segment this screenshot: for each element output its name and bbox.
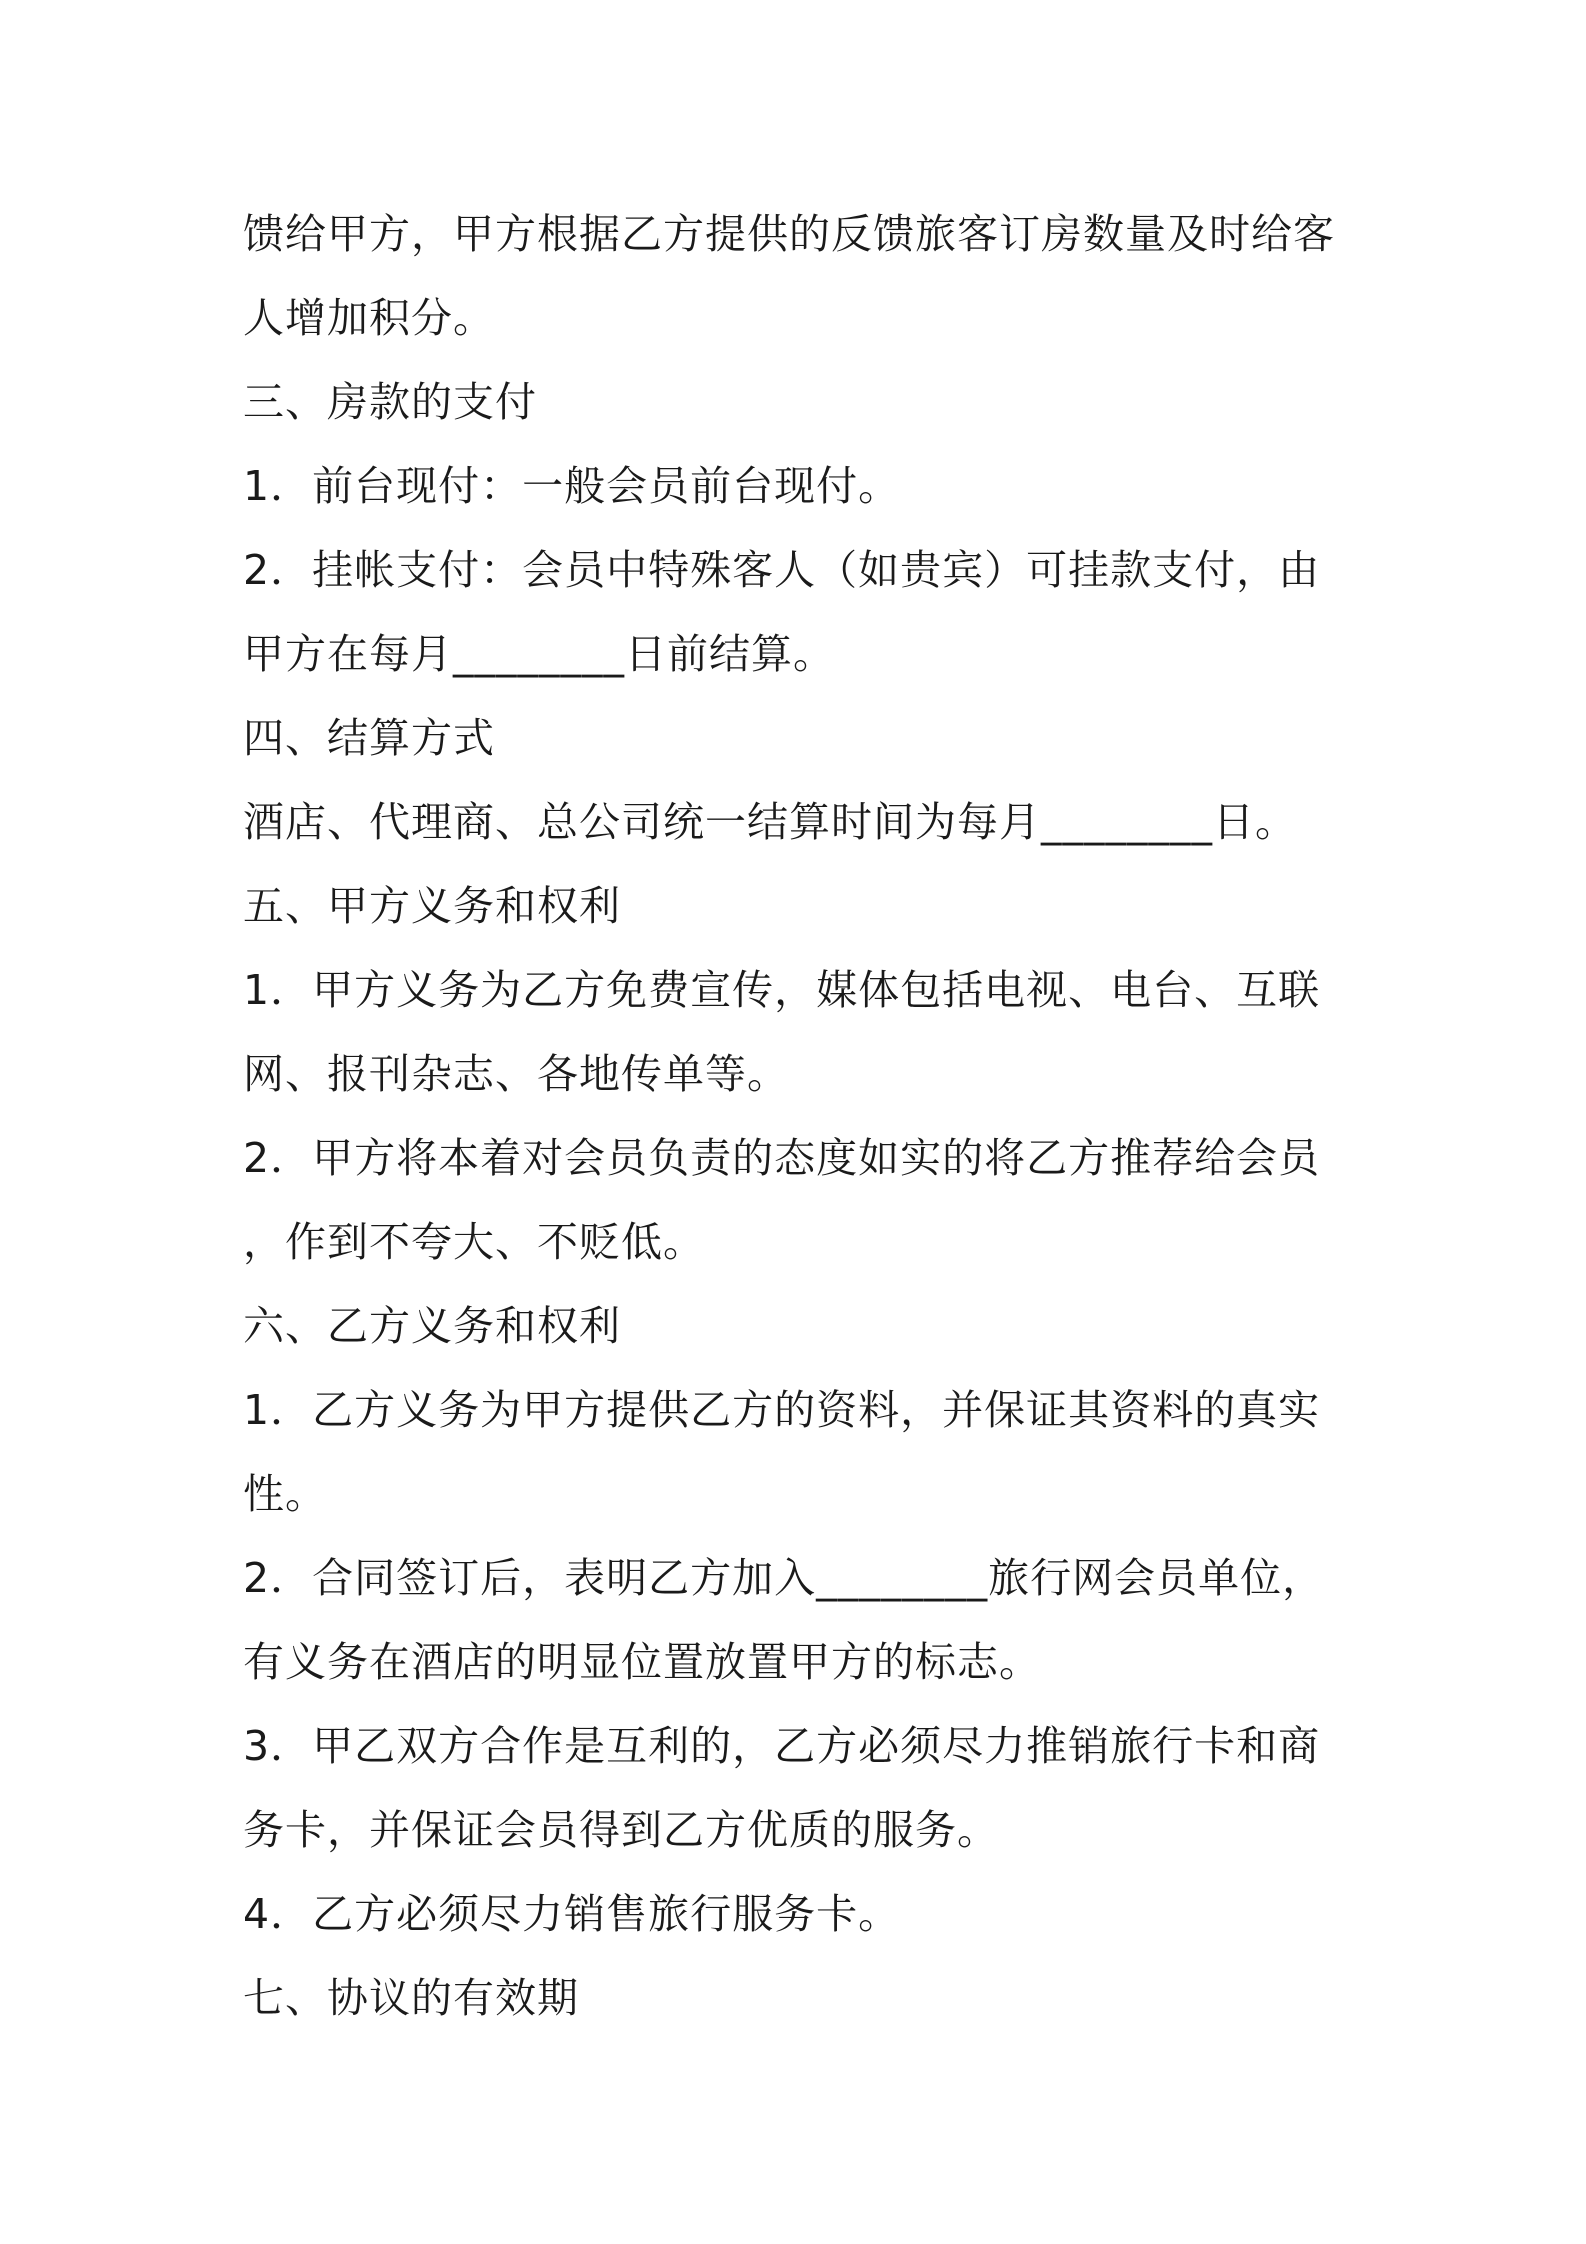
paragraph-line: ，作到不夸大、不贬低。 [243,1218,705,1266]
paragraph-line: 3．甲乙双方合作是互利的，乙方必须尽力推销旅行卡和商 [243,1722,1321,1770]
paragraph-line: 性。 [243,1470,327,1518]
document-body [243,192,1363,2040]
paragraph-line: 2．合同签订后，表明乙方加入________旅行网会员单位， [243,1554,1325,1602]
paragraph-line: 馈给甲方，甲方根据乙方提供的反馈旅客订房数量及时给客 [243,210,1335,258]
paragraph-line: 网、报刊杂志、各地传单等。 [243,1050,789,1098]
paragraph-line: 1．乙方义务为甲方提供乙方的资料，并保证其资料的真实 [243,1386,1321,1434]
section-heading: 三、房款的支付 [243,378,537,426]
section-heading: 四、结算方式 [243,714,495,762]
paragraph-line: 1．前台现付：一般会员前台现付。 [243,462,901,510]
paragraph-line: 2．甲方将本着对会员负责的态度如实的将乙方推荐给会员 [243,1134,1321,1182]
section-heading: 五、甲方义务和权利 [243,882,621,930]
paragraph-line: 甲方在每月________日前结算。 [243,630,835,678]
paragraph-line: 有义务在酒店的明显位置放置甲方的标志。 [243,1638,1041,1686]
paragraph-line: 1．甲方义务为乙方免费宣传，媒体包括电视、电台、互联 [243,966,1321,1014]
section-heading: 六、乙方义务和权利 [243,1302,621,1350]
paragraph-line: 人增加积分。 [243,294,495,342]
paragraph-line: 2．挂帐支付：会员中特殊客人（如贵宾）可挂款支付，由 [243,546,1321,594]
paragraph-line: 务卡，并保证会员得到乙方优质的服务。 [243,1806,999,1854]
paragraph-line: 4．乙方必须尽力销售旅行服务卡。 [243,1890,901,1938]
section-heading: 七、协议的有效期 [243,1974,579,2022]
paragraph-line: 酒店、代理商、总公司统一结算时间为每月________日。 [243,798,1297,846]
